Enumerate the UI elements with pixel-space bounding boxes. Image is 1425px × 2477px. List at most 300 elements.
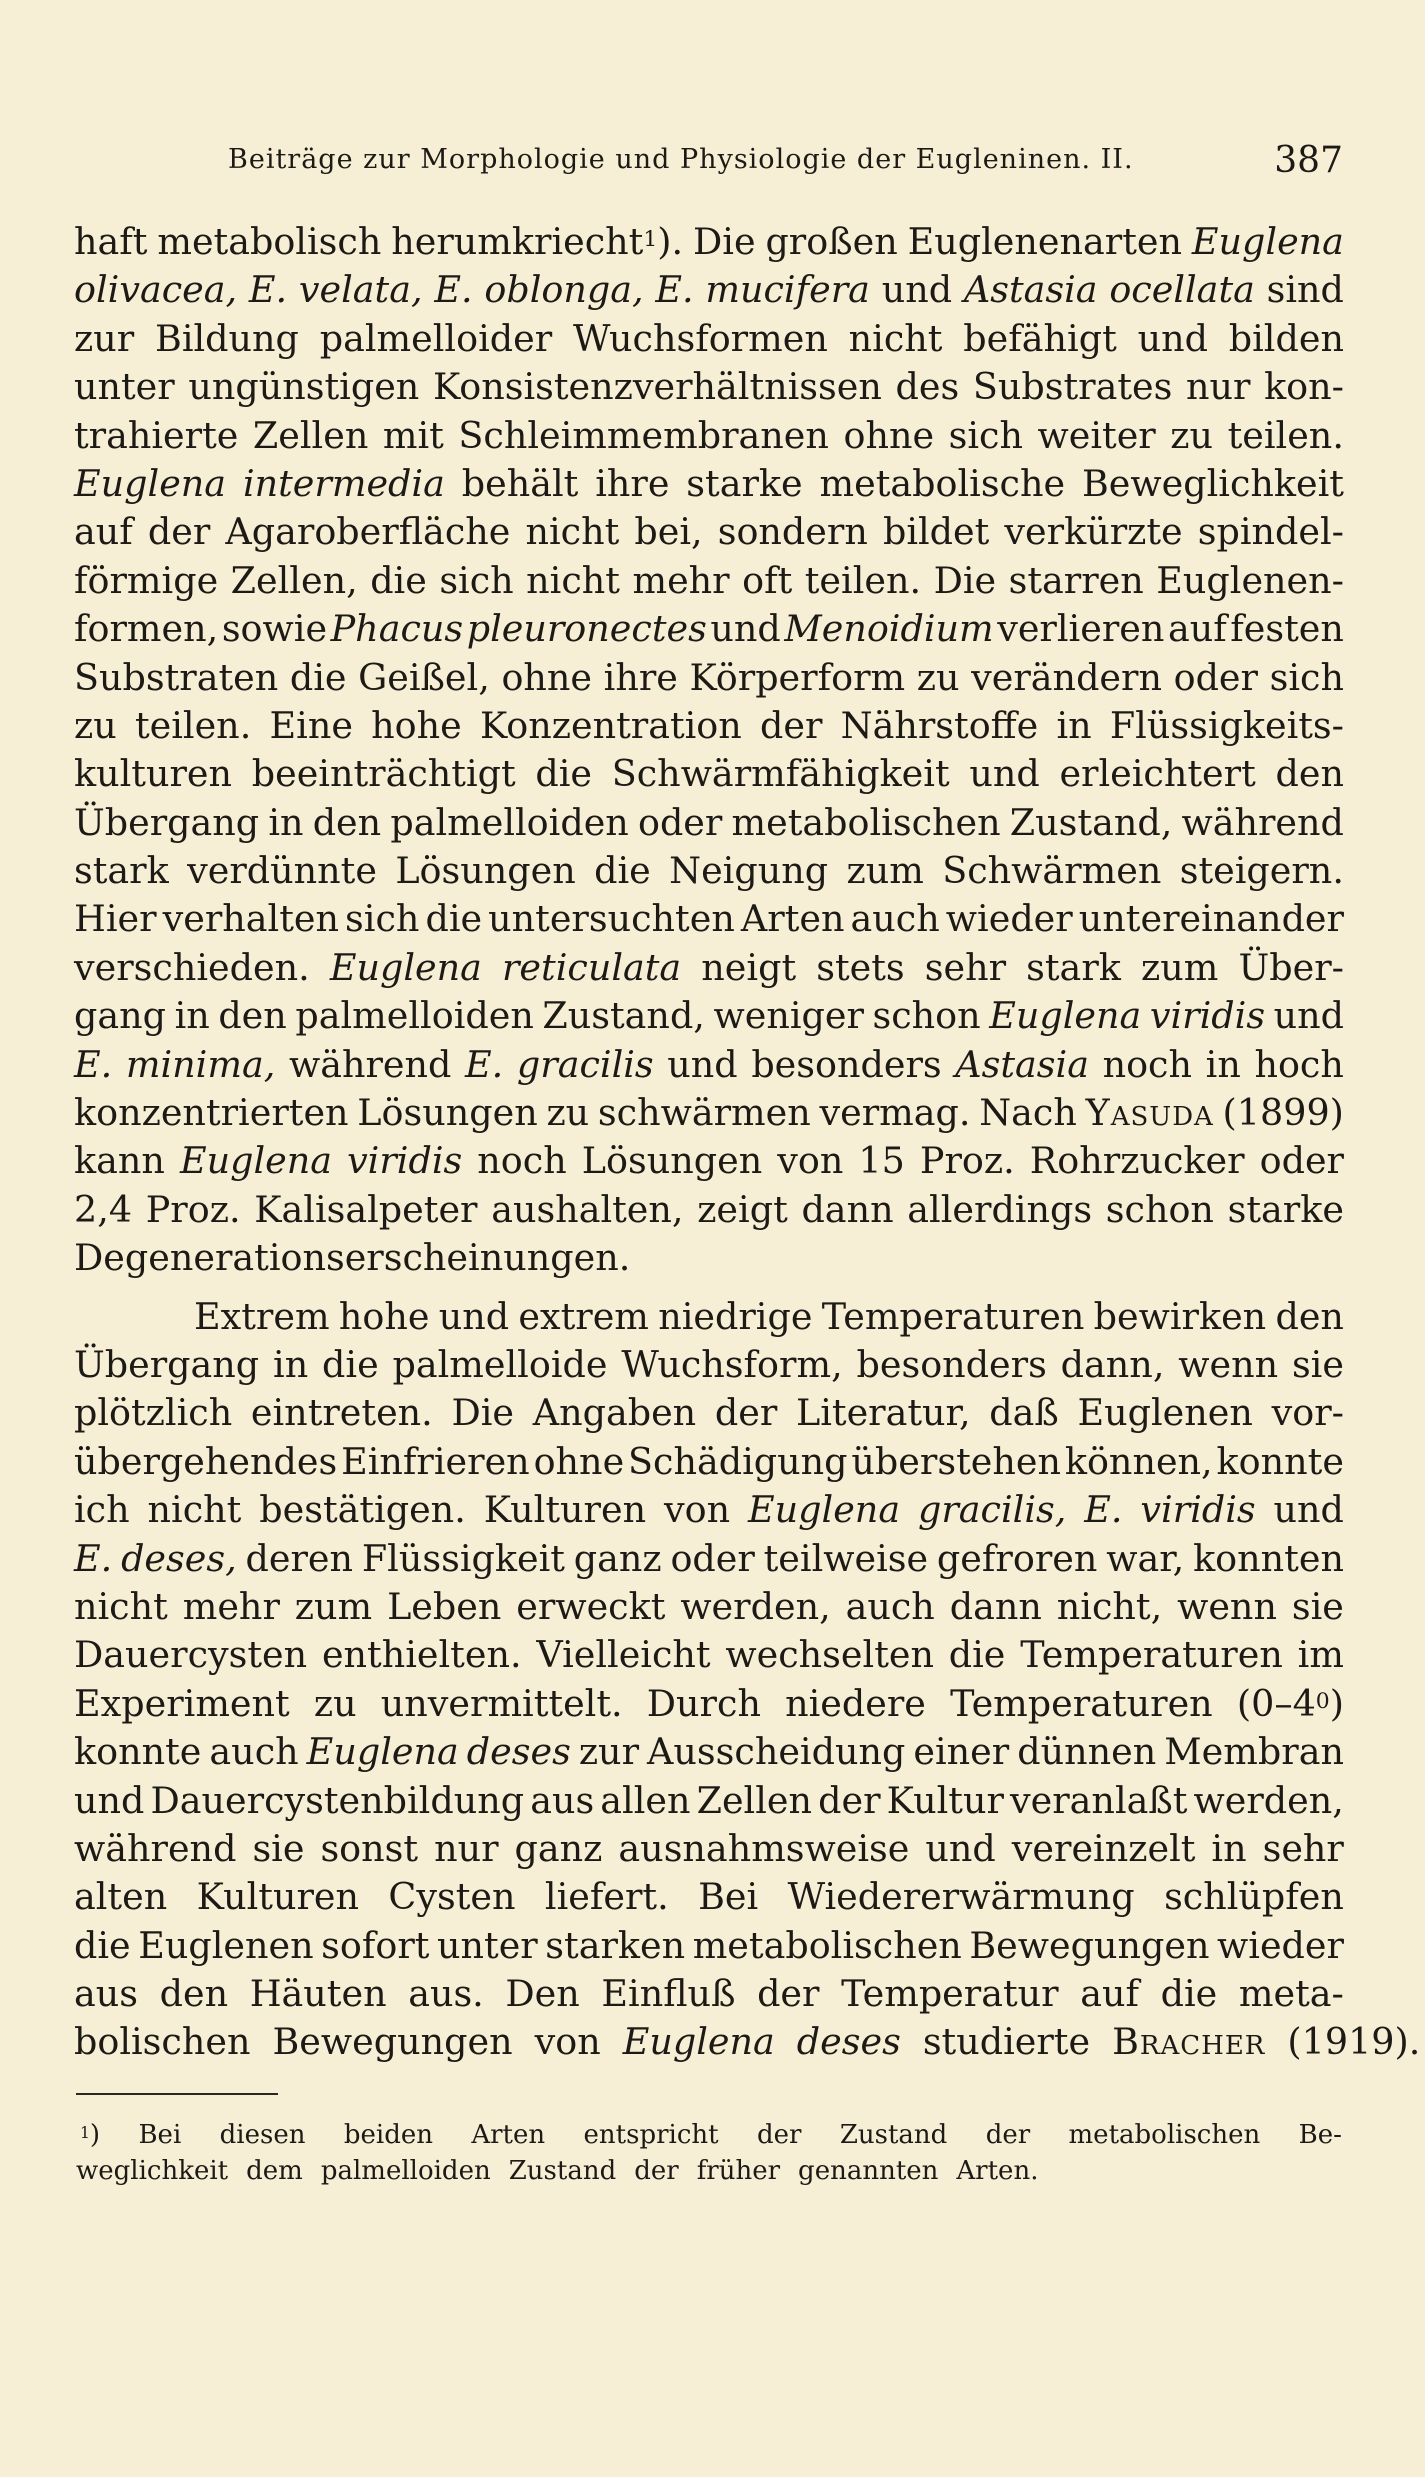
word-group — [188, 363, 419, 411]
word-group — [74, 944, 310, 992]
word: Angaben — [532, 1391, 697, 1435]
word: Astasia — [955, 1042, 1089, 1086]
body-line — [74, 1873, 1344, 1921]
word-group — [760, 702, 822, 750]
word-group — [732, 799, 1001, 847]
word-group — [74, 218, 147, 266]
word: steigern. — [1179, 849, 1344, 893]
word: E. — [465, 1042, 504, 1086]
word: Einfluß — [601, 1972, 736, 2016]
word: Dauercysten — [74, 1633, 308, 1677]
word-group — [138, 2117, 181, 2153]
body-line — [74, 1535, 1344, 1583]
fn-line — [76, 2117, 1342, 2153]
body-line — [74, 1825, 1344, 1873]
word: erleichtert — [1059, 752, 1256, 796]
word: während — [288, 1042, 452, 1086]
word-group — [1178, 1341, 1278, 1389]
word: und — [438, 1294, 510, 1338]
word: und — [667, 1042, 738, 1086]
word: des — [895, 365, 960, 409]
body-line — [74, 654, 1344, 702]
word-group — [1138, 315, 1208, 363]
word: zum — [846, 849, 924, 893]
word: diesen — [219, 2120, 306, 2150]
word: Leben — [387, 1584, 502, 1628]
word-group — [1086, 1089, 1214, 1137]
word-group — [146, 1186, 241, 1234]
word-group — [480, 702, 742, 750]
word-group — [222, 605, 327, 653]
word-group — [1192, 218, 1344, 266]
word: Bei — [698, 1875, 759, 1919]
word: metabolischen — [1068, 2120, 1261, 2150]
word-group — [1170, 412, 1213, 460]
body-line — [74, 895, 1344, 943]
word-group — [851, 895, 940, 943]
word: mucifera — [705, 268, 870, 312]
word: aus — [530, 1778, 595, 1822]
word: metabolischen — [731, 800, 1001, 844]
word-group — [467, 1728, 571, 1776]
word-group — [1274, 992, 1344, 1040]
word-group — [74, 1631, 307, 1679]
word-group — [252, 1825, 304, 1873]
word-group — [621, 1341, 842, 1389]
word: verlieren — [997, 607, 1165, 651]
word-group — [74, 266, 237, 314]
word-group — [253, 412, 368, 460]
word-group — [330, 944, 482, 992]
word: Bewegungen — [969, 1923, 1210, 1967]
word-group — [341, 1438, 530, 1486]
word-group — [515, 1825, 603, 1873]
word-group — [74, 1680, 290, 1728]
word: ). — [657, 220, 684, 263]
body-line — [74, 1089, 1344, 1137]
word-group — [788, 1873, 1135, 1921]
word-group — [381, 1680, 623, 1728]
word: gefroren — [936, 1536, 1098, 1580]
word-group — [785, 1680, 926, 1728]
word-group — [798, 2153, 947, 2189]
word-group — [632, 557, 729, 605]
word-group — [595, 460, 669, 508]
word: während — [1181, 800, 1344, 844]
word: und — [1137, 316, 1208, 360]
word: sich — [345, 897, 420, 941]
word-group — [1180, 847, 1344, 895]
word: Körperform — [689, 655, 906, 699]
word: weniger — [713, 994, 864, 1038]
word: Beweglichkeit — [1081, 461, 1344, 505]
word-group — [689, 654, 905, 702]
word: Hier — [74, 897, 157, 941]
page-number: 387 — [1274, 140, 1343, 181]
word: den — [159, 1972, 229, 2016]
word-group — [718, 508, 868, 556]
word-group — [741, 895, 845, 943]
word: Einfrieren — [341, 1439, 530, 1483]
word: E. — [1084, 1488, 1123, 1532]
word: Arten. — [956, 2156, 1039, 2186]
word: Euglena — [989, 994, 1142, 1038]
word-group — [582, 1137, 762, 1185]
word-group — [74, 1535, 112, 1583]
word: palmelloider — [319, 316, 553, 360]
word: teilen. — [804, 558, 922, 602]
word: bestätigen. — [259, 1488, 466, 1532]
word-group — [664, 1486, 730, 1534]
word: besonders — [751, 1042, 942, 1086]
word: in — [273, 1342, 309, 1386]
word: und — [925, 1826, 996, 1870]
word: Neigung — [669, 849, 829, 893]
word: die — [370, 558, 427, 602]
word-group — [1164, 1873, 1344, 1921]
word: haft — [74, 220, 148, 263]
word-group — [157, 218, 381, 266]
word-group — [1057, 1583, 1162, 1631]
word-group — [74, 1922, 131, 1970]
word: reticulata — [501, 945, 682, 989]
word-group — [155, 315, 299, 363]
word: allen — [600, 1778, 691, 1822]
word: formen, — [74, 607, 219, 651]
word: teilen. — [134, 703, 252, 747]
word-group — [989, 992, 1141, 1040]
word: ihre — [603, 655, 678, 699]
word-group — [331, 605, 464, 653]
superscript: 1 — [643, 227, 658, 252]
word: auch — [845, 1584, 935, 1628]
word-group — [313, 799, 381, 847]
word: E. — [74, 1042, 113, 1086]
word: befähigt — [963, 316, 1117, 360]
word: verschieden. — [74, 945, 310, 989]
word: wenn — [1178, 1342, 1279, 1386]
word-group — [74, 702, 117, 750]
body-line — [74, 460, 1344, 508]
word-group — [471, 2117, 545, 2153]
word-group — [950, 1680, 1213, 1728]
word: plötzlich — [74, 1391, 233, 1435]
word: Kalisalpeter — [254, 1187, 478, 1231]
word-group — [1109, 266, 1255, 314]
word: ausnahmsweise — [618, 1826, 910, 1870]
word: in — [1211, 1826, 1247, 1870]
word: starken — [545, 1923, 686, 1967]
word-group — [1079, 895, 1344, 943]
word-group — [231, 557, 358, 605]
running-head: Beiträge zur Morphologie und Physiologie der Eugleninen. II. — [228, 144, 1134, 175]
body-line — [74, 266, 1344, 314]
word: ganz — [573, 1536, 662, 1580]
word: Übergang — [74, 1342, 260, 1386]
word: metabolischen — [692, 1923, 962, 1967]
word-group — [1106, 1186, 1214, 1234]
word-group — [1193, 1535, 1344, 1583]
word-group — [882, 266, 952, 314]
word-group — [344, 2117, 433, 2153]
word: herumkriecht — [391, 220, 644, 263]
word: 2,4 — [74, 1187, 133, 1231]
word-group — [462, 460, 579, 508]
word: nicht, — [1056, 1584, 1163, 1628]
word-group — [307, 1728, 459, 1776]
word-group — [533, 1389, 696, 1437]
word-group — [851, 1438, 1061, 1486]
word-group — [74, 992, 166, 1040]
word-group — [715, 1389, 777, 1437]
word-group — [434, 266, 472, 314]
word-group — [634, 508, 702, 556]
word-group — [295, 1583, 372, 1631]
word: 15 — [858, 1139, 905, 1183]
word-group — [545, 1922, 685, 1970]
word: Kulturen — [483, 1488, 647, 1532]
word-group — [594, 847, 651, 895]
word: bilden — [1228, 316, 1344, 360]
body-line — [74, 1293, 1344, 1341]
word: zeigt — [697, 1187, 788, 1231]
word-group — [339, 1293, 430, 1341]
word: ohne — [533, 1439, 625, 1483]
word: ) — [1329, 1681, 1344, 1725]
word: Die — [451, 1391, 515, 1435]
word: vor- — [1271, 1391, 1344, 1435]
word-group — [249, 266, 287, 314]
word: und — [1273, 1488, 1344, 1532]
word-group — [655, 266, 693, 314]
word: der — [985, 2120, 1031, 2150]
word-group — [74, 460, 226, 508]
word: ich — [74, 1488, 130, 1532]
word-group — [439, 557, 513, 605]
word-group — [574, 1535, 662, 1583]
word-group — [408, 1970, 484, 2018]
body-line — [74, 992, 1344, 1040]
word-group — [395, 847, 575, 895]
word-group — [725, 1631, 934, 1679]
word: und — [1273, 994, 1344, 1038]
word: Über- — [1238, 945, 1344, 989]
body-line — [74, 1486, 1344, 1534]
word-group — [1038, 412, 1156, 460]
word: von — [664, 1488, 731, 1532]
word: veranlaßt — [1010, 1778, 1188, 1822]
word: in — [1056, 703, 1092, 747]
word-group — [1082, 460, 1344, 508]
word-group — [612, 750, 950, 798]
word: aus — [74, 1972, 138, 2016]
word-group — [997, 605, 1164, 653]
word: sich — [439, 558, 514, 602]
word-group — [1275, 750, 1343, 798]
word-group — [74, 1041, 112, 1089]
word-group — [546, 1089, 589, 1137]
word: starke — [686, 461, 803, 505]
word: Membran — [1164, 1730, 1344, 1774]
word-group — [1292, 1341, 1344, 1389]
word-group — [1237, 1680, 1344, 1728]
word: Menoidium — [784, 607, 994, 651]
word-group — [437, 1922, 538, 1970]
word-group — [138, 1922, 313, 1970]
word-group — [917, 654, 960, 702]
word-group — [74, 363, 175, 411]
word: konnte — [74, 1730, 202, 1774]
word-group — [1292, 1583, 1344, 1631]
word: erweckt — [516, 1584, 666, 1628]
word: E. — [248, 268, 288, 312]
word-group — [74, 412, 238, 460]
word-group — [1080, 1970, 1139, 2018]
word: unter — [74, 365, 175, 409]
body-line — [74, 702, 1344, 750]
word: oder — [1259, 1139, 1344, 1183]
word: in — [174, 994, 210, 1038]
word: von — [534, 2020, 601, 2064]
word-group — [913, 1728, 1009, 1776]
word-group — [956, 2153, 1047, 2189]
word: sonst — [320, 1826, 419, 1870]
word: von — [777, 1139, 844, 1183]
word: wieder — [1217, 1923, 1344, 1967]
word-group — [693, 218, 756, 266]
word-group — [126, 1041, 275, 1089]
word: und — [710, 607, 781, 651]
word: verdünnte — [187, 849, 377, 893]
word-group — [1230, 605, 1344, 653]
word-group — [251, 1389, 433, 1437]
word-group — [74, 1438, 337, 1486]
word-group — [458, 412, 829, 460]
word-group — [1228, 1186, 1344, 1234]
word-group — [1270, 654, 1344, 702]
word: behält — [461, 461, 579, 505]
word-group — [697, 1777, 812, 1825]
word-group — [501, 654, 592, 702]
word: metabolisch — [157, 220, 382, 263]
word: Proz. — [919, 1139, 1015, 1183]
word: niedere — [785, 1681, 926, 1725]
word-group — [220, 2117, 306, 2153]
word-group — [963, 315, 1116, 363]
word: der — [760, 703, 823, 747]
word-group — [502, 944, 681, 992]
word-group — [270, 702, 353, 750]
word: und — [881, 268, 953, 312]
word: bei, — [634, 510, 703, 554]
word: ocellata — [1109, 268, 1255, 312]
word: Schwärmfähigkeit — [611, 752, 950, 796]
word: zur — [74, 316, 135, 360]
word-group — [526, 557, 620, 605]
word: die — [948, 1633, 1006, 1677]
body-line — [74, 557, 1344, 605]
word: die — [1160, 1972, 1218, 2016]
word-group — [784, 605, 993, 653]
word-group — [849, 315, 943, 363]
word-group — [477, 1137, 566, 1185]
word-group — [518, 1293, 649, 1341]
word-group — [1141, 944, 1218, 992]
word: während — [74, 1826, 237, 1870]
body-line — [74, 2018, 1421, 2066]
word-group — [76, 2153, 237, 2189]
word: konnte — [1216, 1439, 1344, 1483]
word: oft — [742, 558, 793, 602]
word: Nährstoffe — [840, 703, 1039, 747]
word: auch — [850, 897, 940, 941]
word: Arten — [740, 897, 845, 941]
word-group — [148, 508, 210, 556]
word-group — [74, 1341, 259, 1389]
word-group — [964, 266, 1098, 314]
word-group — [1009, 557, 1144, 605]
word: intermedia — [242, 461, 445, 505]
word: sie — [252, 1826, 305, 1870]
word-group — [925, 944, 1006, 992]
word: untereinander — [1078, 897, 1344, 941]
word-group — [705, 266, 870, 314]
word-group — [1260, 1137, 1344, 1185]
word: (1919). — [1287, 2020, 1421, 2064]
word: zu — [313, 1681, 357, 1725]
word: der — [818, 1778, 881, 1822]
word: können, — [1064, 1439, 1213, 1483]
word: sie — [1291, 1342, 1344, 1386]
word-group — [74, 1873, 167, 1921]
word-group — [320, 315, 552, 363]
word-group — [713, 992, 863, 1040]
word-group — [289, 1041, 451, 1089]
word: Zustand — [839, 2120, 948, 2150]
word: Literatur, — [795, 1391, 971, 1435]
word: verändern — [971, 655, 1162, 699]
word: sich — [1269, 655, 1344, 699]
body-line — [74, 944, 1344, 992]
word: hohe — [338, 1294, 430, 1338]
word: beeinträchtigt — [251, 752, 516, 796]
word-group — [820, 460, 1066, 508]
word: liefert. — [544, 1875, 669, 1919]
word: Durch — [646, 1681, 761, 1725]
word-group — [322, 1631, 522, 1679]
word: ohne — [501, 655, 593, 699]
body-line — [74, 412, 1344, 460]
word-group — [873, 992, 981, 1040]
word-group — [74, 1137, 165, 1185]
word-group — [80, 2117, 100, 2153]
word: E. — [74, 1536, 113, 1580]
word: E. — [655, 268, 694, 312]
word-group — [949, 412, 1023, 460]
word: viridis — [347, 1139, 463, 1183]
word: vermag. — [819, 1091, 971, 1135]
word-group — [1161, 1970, 1218, 2018]
word: wieder — [945, 897, 1073, 941]
word: Wuchsform, — [621, 1342, 843, 1386]
word-group — [858, 1137, 904, 1185]
word: schwärmen — [597, 1091, 811, 1135]
word-group — [1106, 1535, 1184, 1583]
word-group — [542, 992, 705, 1040]
word: Bracher — [1112, 2020, 1266, 2064]
word: palmelloide — [392, 1342, 608, 1386]
word: ohne — [843, 413, 935, 457]
